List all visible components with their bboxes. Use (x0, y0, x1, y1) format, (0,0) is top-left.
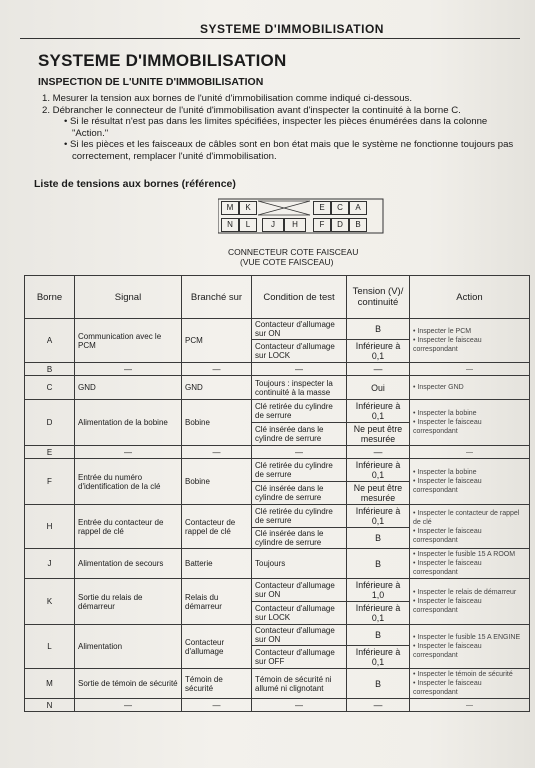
cell-action (410, 363, 530, 376)
cell-branche: — (182, 446, 252, 459)
cell-tension: B (347, 319, 410, 340)
action-item: • Inspecter le faisceau correspondant (413, 598, 482, 614)
terminal-voltage-table (24, 275, 530, 712)
cell-action (410, 446, 530, 459)
cell-condition: — (252, 699, 347, 712)
cell-action (410, 505, 530, 549)
pin-b: B (349, 218, 367, 232)
cell-branche: Batterie (182, 549, 252, 579)
cell-branche: — (182, 699, 252, 712)
cell-borne: H (25, 505, 75, 549)
action-item: • Inspecter le fusible 15 A ROOM (413, 551, 516, 558)
col-branche: Branché sur (182, 276, 252, 319)
connector-caption: CONNECTEUR COTE FAISCEAU (228, 247, 359, 257)
pin-k: K (239, 201, 257, 215)
cell-signal: Alimentation de la bobine (75, 400, 182, 446)
cell-condition: Clé insérée dans le cylindre de serrure (252, 528, 347, 549)
page-title: SYSTEME D'IMMOBILISATION (38, 51, 287, 70)
cell-signal: Sortie de témoin de sécurité (75, 669, 182, 699)
cell-condition: Toujours : inspecter la continuité à la masse (252, 376, 347, 400)
cell-tension: B (347, 669, 410, 699)
cell-borne: B (25, 363, 75, 376)
pin-d: D (331, 218, 349, 232)
step-2-bullet-2-cont: correctement, remplacer l'unité d'immobilisation. (72, 150, 277, 162)
cell-tension: B (347, 625, 410, 646)
pin-n: N (221, 218, 239, 232)
pin-e: E (313, 201, 331, 215)
table-row (25, 579, 530, 602)
cell-signal: Alimentation (75, 625, 182, 669)
action-item: • Inspecter la bobine (413, 410, 477, 417)
running-header: SYSTEME D'IMMOBILISATION (200, 22, 384, 36)
pin-l: L (239, 218, 257, 232)
cell-signal: — (75, 699, 182, 712)
cell-condition: — (252, 363, 347, 376)
cell-tension: Inférieure à 0,1 (347, 602, 410, 625)
step-2-bullet-2: • Si les pièces et les faisceaux de câbles sont en bon état mais que le système ne fonctionne toujours pas (64, 139, 514, 150)
cell-tension: Inférieure à 1,0 (347, 579, 410, 602)
table-row (25, 319, 530, 340)
table-row (25, 459, 530, 482)
table-row (25, 549, 530, 579)
cell-condition: Contacteur d'allumage sur LOCK (252, 340, 347, 363)
table-row (25, 376, 530, 400)
table-row (25, 669, 530, 699)
cell-branche: Témoin de sécurité (182, 669, 252, 699)
cell-condition: Clé insérée dans le cylindre de serrure (252, 482, 347, 505)
cell-tension: Inférieure à 0,1 (347, 505, 410, 528)
cell-action (410, 319, 530, 363)
col-condition: Condition de test (252, 276, 347, 319)
cell-tension: Inférieure à 0,1 (347, 459, 410, 482)
cell-condition: Contacteur d'allumage sur LOCK (252, 602, 347, 625)
cell-tension: — (347, 699, 410, 712)
cell-condition: Clé insérée dans le cylindre de serrure (252, 423, 347, 446)
cell-signal: GND (75, 376, 182, 400)
cell-signal: — (75, 363, 182, 376)
table-row (25, 400, 530, 423)
pin-m: M (221, 201, 239, 215)
cell-condition: — (252, 446, 347, 459)
action-item: • Inspecter le relais de démarreur (413, 589, 517, 596)
cell-borne: L (25, 625, 75, 669)
cell-tension: — (347, 363, 410, 376)
cell-branche: GND (182, 376, 252, 400)
cell-branche: Bobine (182, 400, 252, 446)
col-signal: Signal (75, 276, 182, 319)
action-item: • Inspecter le contacteur de rappel de clé (413, 509, 520, 526)
cell-action (410, 669, 530, 699)
col-borne: Borne (25, 276, 75, 319)
action-item: • Inspecter la bobine (413, 469, 477, 476)
cell-condition: Toujours (252, 549, 347, 579)
cell-condition: Clé retirée du cylindre de serrure (252, 400, 347, 423)
section-subtitle: INSPECTION DE L'UNITE D'IMMOBILISATION (38, 76, 264, 88)
step-2-bullet-1: • Si le résultat n'est pas dans les limites spécifiées, inspecter les pièces énumérées dans la colonne (64, 116, 488, 127)
action-item: • Inspecter le fusible 15 A ENGINE (413, 634, 521, 641)
cell-action (410, 699, 530, 712)
action-item: • Inspecter GND (413, 384, 464, 391)
cell-signal: Sortie du relais de démarreur (75, 579, 182, 625)
cell-borne: F (25, 459, 75, 505)
cell-tension: Oui (347, 376, 410, 400)
action-item: • Inspecter le faisceau correspondant (413, 527, 482, 544)
connector-subcaption: (VUE COTE FAISCEAU) (240, 257, 334, 267)
action-item: — (466, 365, 473, 373)
pin-j: J (262, 218, 284, 232)
voltage-list-title: Liste de tensions aux bornes (référence) (34, 178, 236, 190)
cell-condition: Clé retirée du cylindre de serrure (252, 505, 347, 528)
cell-tension: Inférieure à 0,1 (347, 646, 410, 669)
pin-a: A (349, 201, 367, 215)
pin-c: C (331, 201, 349, 215)
cell-branche: Relais du démarreur (182, 579, 252, 625)
pin-f: F (313, 218, 331, 232)
col-tension: Tension (V)/ continuité (347, 276, 410, 319)
cell-branche: Contacteur d'allumage (182, 625, 252, 669)
cell-branche: Contacteur de rappel de clé (182, 505, 252, 549)
table-row (25, 505, 530, 528)
step-2: 2. Débrancher le connecteur de l'unité d'immobilisation avant d'inspecter la continuité à la borne C. (42, 104, 461, 116)
table-header-row (25, 276, 530, 319)
cell-condition: Contacteur d'allumage sur ON (252, 319, 347, 340)
action-item: • Inspecter le faisceau correspondant (413, 643, 482, 659)
cell-borne: K (25, 579, 75, 625)
instruction-steps (42, 93, 522, 162)
cell-action (410, 625, 530, 669)
cell-condition: Contacteur d'allumage sur OFF (252, 646, 347, 669)
cell-tension: Inférieure à 0,1 (347, 340, 410, 363)
action-item: — (466, 448, 473, 456)
action-item: • Inspecter le faisceau correspondant (413, 337, 482, 353)
header-rule (20, 38, 520, 39)
pin-h: H (284, 218, 306, 232)
table-row (25, 625, 530, 646)
cell-tension: — (347, 446, 410, 459)
action-item: • Inspecter le faisceau correspondant (413, 560, 482, 576)
table-row (25, 363, 530, 376)
table-body (25, 319, 530, 712)
action-item: • Inspecter le faisceau correspondant (413, 419, 482, 435)
cell-tension: Inférieure à 0,1 (347, 400, 410, 423)
col-action: Action (410, 276, 530, 319)
step-2-bullet-1-cont: "Action." (72, 127, 109, 139)
cell-condition: Témoin de sécurité ni allumé ni clignotant (252, 669, 347, 699)
cell-borne: A (25, 319, 75, 363)
cell-tension: Ne peut être mesurée (347, 482, 410, 505)
action-item: • Inspecter le témoin de sécurité (413, 671, 513, 678)
cell-borne: M (25, 669, 75, 699)
cell-condition: Contacteur d'allumage sur ON (252, 579, 347, 602)
cell-branche: Bobine (182, 459, 252, 505)
cell-branche: — (182, 363, 252, 376)
cell-action (410, 376, 530, 400)
cell-borne: C (25, 376, 75, 400)
cell-signal: Entrée du numéro d'identification de la clé (75, 459, 182, 505)
cell-signal: Communication avec le PCM (75, 319, 182, 363)
cell-tension: B (347, 528, 410, 549)
table-row (25, 699, 530, 712)
step-1: 1. Mesurer la tension aux bornes de l'unité d'immobilisation comme indiqué ci-dessous. (42, 93, 413, 104)
cell-tension: B (347, 549, 410, 579)
cell-signal: — (75, 446, 182, 459)
action-item: — (466, 701, 473, 709)
table-row (25, 446, 530, 459)
cell-borne: E (25, 446, 75, 459)
cell-action (410, 400, 530, 446)
cell-condition: Clé retirée du cylindre de serrure (252, 459, 347, 482)
cell-signal: Alimentation de secours (75, 549, 182, 579)
action-item: • Inspecter le faisceau correspondant (413, 680, 482, 696)
cell-borne: J (25, 549, 75, 579)
cell-tension: Ne peut être mesurée (347, 423, 410, 446)
cell-signal: Entrée du contacteur de rappel de clé (75, 505, 182, 549)
cell-action (410, 549, 530, 579)
cell-borne: N (25, 699, 75, 712)
cell-branche: PCM (182, 319, 252, 363)
cell-action (410, 579, 530, 625)
action-item: • Inspecter le faisceau correspondant (413, 478, 482, 494)
cell-condition: Contacteur d'allumage sur ON (252, 625, 347, 646)
cell-action (410, 459, 530, 505)
action-item: • Inspecter le PCM (413, 328, 472, 335)
cell-borne: D (25, 400, 75, 446)
